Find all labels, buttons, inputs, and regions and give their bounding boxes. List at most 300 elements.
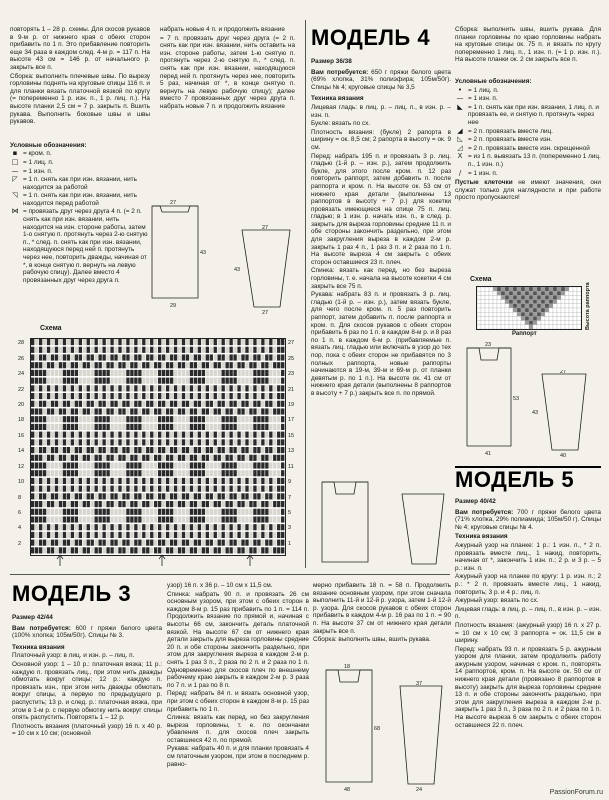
- stitch-cell: [198, 486, 201, 492]
- stitch-cell: [142, 540, 145, 546]
- stitch-cell: [59, 393, 62, 399]
- stitch-cell: [35, 462, 38, 468]
- stitch-cell: [114, 516, 117, 522]
- stitch-cell: [154, 447, 157, 453]
- stitch-cell: [51, 439, 54, 445]
- stitch-cell: [214, 354, 217, 360]
- stitch-cell: [182, 393, 185, 399]
- stitch-cell: [249, 424, 252, 430]
- lace-cell: [497, 300, 501, 304]
- stitch-cell: [91, 393, 94, 399]
- stitch-cell: [35, 516, 38, 522]
- stitch-cell: [222, 362, 225, 368]
- stitch-cell: [142, 447, 145, 453]
- stitch-cell: [79, 393, 82, 399]
- stitch-cell: [138, 532, 141, 538]
- stitch-cell: [257, 393, 260, 399]
- stitch-cell: [277, 362, 280, 368]
- stitch-cell: [269, 354, 272, 360]
- stitch-cell: [51, 447, 54, 453]
- stitch-cell: [186, 385, 189, 391]
- lace-cell: [481, 321, 485, 325]
- lace-cell: [489, 316, 493, 320]
- stitch-cell: [198, 516, 201, 522]
- stitch-cell: [257, 378, 260, 384]
- stitch-cell: [51, 362, 54, 368]
- lace-cell: [501, 295, 505, 299]
- stitch-cell: [98, 432, 101, 438]
- stitch-cell: [106, 385, 109, 391]
- lace-cell: [481, 316, 485, 320]
- stitch-cell: [130, 516, 133, 522]
- stitch-cell: [75, 516, 78, 522]
- stitch-cell: [174, 354, 177, 360]
- lace-cell: [477, 287, 481, 291]
- stitch-cell: [114, 347, 117, 353]
- stitch-cell: [190, 439, 193, 445]
- stitch-cell: [87, 362, 90, 368]
- stitch-cell: [110, 532, 113, 538]
- lace-cell: [513, 304, 517, 308]
- size-label: Размер 40/42: [455, 498, 496, 505]
- lace-cell: [525, 300, 529, 304]
- stitch-cell: [75, 354, 78, 360]
- stitch-cell: [225, 370, 228, 376]
- legend-item: — = 1 изн. п.: [11, 166, 53, 175]
- stitch-cell: [114, 424, 117, 430]
- row-number: 17: [288, 417, 295, 424]
- lace-cell: [573, 321, 577, 325]
- stitch-cell: [229, 339, 232, 345]
- stitch-cell: [87, 493, 90, 499]
- lace-cell: [569, 291, 573, 295]
- stitch-cell: [118, 478, 121, 484]
- stitch-cell: [67, 455, 70, 461]
- stitch-cell: [79, 470, 82, 476]
- stitch-cell: [134, 370, 137, 376]
- stitch-cell: [98, 501, 101, 507]
- stitch-cell: [122, 509, 125, 515]
- stitch-cell: [186, 416, 189, 422]
- lace-cell: [549, 291, 553, 295]
- stitch-cell: [214, 493, 217, 499]
- stitch-cell: [118, 447, 121, 453]
- lace-cell: [521, 325, 525, 329]
- stitch-cell: [214, 501, 217, 507]
- stitch-cell: [158, 540, 161, 546]
- stitch-cell: [146, 524, 149, 530]
- lace-cell: [481, 312, 485, 316]
- stitch-cell: [75, 509, 78, 515]
- stitch-cell: [47, 393, 50, 399]
- stitch-cell: [202, 408, 205, 414]
- stitch-cell: [31, 347, 34, 353]
- stitch-cell: [79, 447, 82, 453]
- stitch-cell: [245, 370, 248, 376]
- lace-cell: [565, 287, 569, 291]
- stitch-cell: [225, 354, 228, 360]
- stitch-cell: [87, 339, 90, 345]
- lace-cell: [573, 312, 577, 316]
- stitch-cell: [47, 408, 50, 414]
- stitch-cell: [273, 393, 276, 399]
- stitch-cell: [225, 486, 228, 492]
- stitch-cell: [202, 532, 205, 538]
- stitch-cell: [122, 424, 125, 430]
- stitch-cell: [63, 439, 66, 445]
- stitch-cell: [63, 432, 66, 438]
- stitch-cell: [110, 378, 113, 384]
- stitch-cell: [95, 493, 98, 499]
- stitch-cell: [47, 532, 50, 538]
- stitch-cell: [83, 439, 86, 445]
- stitch-cell: [39, 378, 42, 384]
- stitch-cell: [138, 432, 141, 438]
- stitch-cell: [102, 486, 105, 492]
- stitch-cell: [269, 524, 272, 530]
- stitch-cell: [253, 455, 256, 461]
- stitch-cell: [122, 501, 125, 507]
- model3-title: МОДЕЛЬ 3: [12, 581, 132, 606]
- stitch-cell: [241, 385, 244, 391]
- stitch-cell: [35, 509, 38, 515]
- stitch-cell: [47, 354, 50, 360]
- stitch-cell: [241, 354, 244, 360]
- stitch-cell: [273, 478, 276, 484]
- stitch-cell: [110, 385, 113, 391]
- stitch-cell: [118, 516, 121, 522]
- dim-label: 27: [170, 200, 177, 206]
- stitch-cell: [162, 432, 165, 438]
- stitch-cell: [269, 339, 272, 345]
- stitch-cell: [210, 401, 213, 407]
- stitch-cell: [261, 509, 264, 515]
- stitch-cell: [39, 432, 42, 438]
- stitch-cell: [166, 478, 169, 484]
- stitch-cell: [75, 486, 78, 492]
- stitch-cell: [261, 339, 264, 345]
- stitch-cell: [229, 424, 232, 430]
- stitch-cell: [31, 432, 34, 438]
- stitch-cell: [91, 447, 94, 453]
- stitch-cell: [210, 339, 213, 345]
- stitch-cell: [142, 370, 145, 376]
- stitch-cell: [190, 370, 193, 376]
- lace-cell: [541, 316, 545, 320]
- stitch-cell: [106, 416, 109, 422]
- stitch-cell: [174, 401, 177, 407]
- stitch-cell: [142, 424, 145, 430]
- stitch-cell: [59, 547, 62, 553]
- stitch-cell: [269, 393, 272, 399]
- stitch-cell: [118, 509, 121, 515]
- stitch-cell: [245, 524, 248, 530]
- lace-cell: [489, 295, 493, 299]
- stitch-cell: [210, 347, 213, 353]
- stitch-cell: [106, 532, 109, 538]
- stitch-cell: [257, 462, 260, 468]
- stitch-cell: [79, 370, 82, 376]
- stitch-cell: [170, 385, 173, 391]
- stitch-cell: [98, 532, 101, 538]
- stitch-cell: [79, 385, 82, 391]
- stitch-cell: [241, 424, 244, 430]
- legend-item: • = 1 лиц. п.: [455, 87, 601, 95]
- stitch-cell: [229, 547, 232, 553]
- stitch-cell: [79, 408, 82, 414]
- stitch-cell: [98, 455, 101, 461]
- stitch-cell: [233, 501, 236, 507]
- stitch-cell: [95, 547, 98, 553]
- stitch-cell: [229, 532, 232, 538]
- stitch-cell: [210, 408, 213, 414]
- lace-cell: [509, 291, 513, 295]
- dim-label: 48: [344, 787, 351, 793]
- stitch-cell: [265, 516, 268, 522]
- stitch-cell: [202, 516, 205, 522]
- lace-cell: [557, 300, 561, 304]
- lace-cell: [569, 304, 573, 308]
- lace-cell: [521, 300, 525, 304]
- stitch-cell: [210, 493, 213, 499]
- stitch-cell: [110, 501, 113, 507]
- symbol-icon: ◣: [457, 102, 463, 111]
- row-number: 15: [288, 432, 295, 439]
- stitch-cell: [118, 493, 121, 499]
- stitch-cell: [202, 416, 205, 422]
- lace-cell: [533, 312, 537, 316]
- lace-cell: [553, 316, 557, 320]
- stitch-cell: [225, 347, 228, 353]
- stitch-cell: [170, 378, 173, 384]
- stitch-cell: [269, 401, 272, 407]
- stitch-cell: [114, 447, 117, 453]
- stitch-cell: [75, 493, 78, 499]
- model4-lace-chart: [476, 286, 582, 330]
- stitch-cell: [174, 501, 177, 507]
- stitch-cell: [118, 416, 121, 422]
- stitch-cell: [225, 493, 228, 499]
- stitch-cell: [55, 524, 58, 530]
- lace-cell: [489, 325, 493, 329]
- stitch-cell: [118, 547, 121, 553]
- stitch-cell: [158, 393, 161, 399]
- stitch-cell: [142, 501, 145, 507]
- stitch-cell: [91, 416, 94, 422]
- stitch-cell: [190, 493, 193, 499]
- row-number: 20: [18, 402, 25, 409]
- materials-label: Вам потребуется:: [455, 508, 514, 516]
- stitch-cell: [31, 455, 34, 461]
- lace-cell: [553, 304, 557, 308]
- stitch-cell: [83, 347, 86, 353]
- stitch-cell: [265, 493, 268, 499]
- stitch-cell: [210, 432, 213, 438]
- lace-cell: [553, 295, 557, 299]
- lace-cell: [561, 295, 565, 299]
- stitch-cell: [39, 393, 42, 399]
- stitch-cell: [114, 532, 117, 538]
- lace-cell: [485, 316, 489, 320]
- stitch-cell: [98, 524, 101, 530]
- legend-title: Условные обозначения:: [455, 77, 532, 85]
- model4-right: [455, 26, 601, 271]
- stitch-cell: [186, 424, 189, 430]
- stitch-cell: [43, 401, 46, 407]
- stitch-cell: [174, 462, 177, 468]
- stitch-cell: [210, 378, 213, 384]
- stitch-cell: [261, 547, 264, 553]
- stitch-cell: [210, 424, 213, 430]
- stitch-cell: [273, 354, 276, 360]
- stitch-cell: [31, 478, 34, 484]
- stitch-cell: [158, 532, 161, 538]
- stitch-cell: [47, 370, 50, 376]
- stitch-cell: [182, 462, 185, 468]
- stitch-cell: [130, 378, 133, 384]
- stitch-cell: [110, 416, 113, 422]
- lace-cell: [489, 300, 493, 304]
- stitch-cell: [166, 370, 169, 376]
- stitch-cell: [245, 516, 248, 522]
- stitch-cell: [174, 416, 177, 422]
- stitch-cell: [190, 447, 193, 453]
- stitch-cell: [106, 447, 109, 453]
- stitch-cell: [237, 516, 240, 522]
- stitch-cell: [194, 424, 197, 430]
- stitch-cell: [130, 401, 133, 407]
- stitch-cell: [59, 416, 62, 422]
- lace-cell: [485, 300, 489, 304]
- stitch-cell: [63, 516, 66, 522]
- stitch-cell: [245, 378, 248, 384]
- stitch-cell: [218, 339, 221, 345]
- stitch-cell: [98, 408, 101, 414]
- stitch-cell: [190, 524, 193, 530]
- stitch-cell: [273, 524, 276, 530]
- stitch-cell: [281, 416, 284, 422]
- stitch-cell: [35, 493, 38, 499]
- stitch-cell: [245, 455, 248, 461]
- lace-cell: [481, 295, 485, 299]
- stitch-cell: [237, 501, 240, 507]
- stitch-cell: [214, 378, 217, 384]
- stitch-cell: [237, 432, 240, 438]
- stitch-cell: [91, 370, 94, 376]
- stitch-cell: [245, 393, 248, 399]
- paragraph: = 7 п. провязать друг через друга (= 2 п. снять как при изн. вязании, нить оставить на изн. стороне работы, затем 1-ю снятую п. протянуть через 2-ю снятую п., * след. п. снять как при изн. вязании, находящуюся перед ней п. протянуть через нее, повторить 5 раз, начиная от *, в конце снятую п. вернуть на левую рабочую спицу); далее вместо 7 провязанных друг через друга п. набрать новые 7 п. и продолжить вязание: [160, 34, 295, 110]
- stitch-cell: [138, 516, 141, 522]
- stitch-cell: [170, 547, 173, 553]
- lace-cell: [485, 321, 489, 325]
- stitch-cell: [71, 347, 74, 353]
- stitch-cell: [273, 462, 276, 468]
- stitch-cell: [39, 401, 42, 407]
- paragraph: Спинка: набрать 90 п. и провязать 26 см основным узором, при этом с обеих сторон в каждом 8-м р. 15 раз прибавить по 1 п. = 114 п. Продолжить вязание по прямой и, начиная с высоты 66 см, закончить деталь платочной вязкой. На высоте 67 см от нижнего края детали закрыть для выреза горловины средние 20 п. и обе стороны закончить раздельно, при этом для закругления выреза в каждом 2-м р. снять 1 раз 3 п., 2 раза по 2 п. и 2 раза по 1 п. Одновременно для скосов плеч по внешнему рабочему краю закрыть в каждом 2-м р. 3 раза по 7 п. и 1 раз по 8 п.: [167, 590, 309, 689]
- stitch-cell: [47, 524, 50, 530]
- stitch-cell: [91, 516, 94, 522]
- stitch-cell: [253, 493, 256, 499]
- model3-col2: [167, 582, 309, 794]
- stitch-cell: [214, 424, 217, 430]
- stitch-cell: [106, 401, 109, 407]
- stitch-cell: [218, 432, 221, 438]
- stitch-cell: [154, 455, 157, 461]
- stitch-cell: [79, 540, 82, 546]
- stitch-cell: [138, 524, 141, 530]
- stitch-cell: [237, 401, 240, 407]
- lace-cell: [521, 308, 525, 312]
- stitch-cell: [150, 516, 153, 522]
- stitch-cell: [39, 362, 42, 368]
- stitch-cell: [158, 424, 161, 430]
- stitch-cell: [222, 478, 225, 484]
- stitch-chart: [30, 338, 286, 556]
- stitch-cell: [182, 370, 185, 376]
- stitch-cell: [154, 470, 157, 476]
- stitch-cell: [87, 547, 90, 553]
- stitch-cell: [87, 393, 90, 399]
- lace-cell: [545, 308, 549, 312]
- stitch-cell: [222, 540, 225, 546]
- row-number: 23: [288, 371, 295, 378]
- lace-cell: [481, 304, 485, 308]
- stitch-cell: [269, 532, 272, 538]
- lace-cell: [509, 308, 513, 312]
- dim-label: 40: [560, 453, 567, 458]
- stitch-cell: [91, 532, 94, 538]
- stitch-cell: [91, 424, 94, 430]
- stitch-cell: [249, 516, 252, 522]
- stitch-cell: [202, 524, 205, 530]
- stitch-cell: [182, 432, 185, 438]
- stitch-cell: [67, 516, 70, 522]
- stitch-cell: [186, 370, 189, 376]
- stitch-cell: [134, 524, 137, 530]
- stitch-cell: [269, 486, 272, 492]
- stitch-cell: [87, 432, 90, 438]
- stitch-cell: [182, 347, 185, 353]
- stitch-cell: [126, 540, 129, 546]
- stitch-cell: [142, 547, 145, 553]
- stitch-cell: [281, 370, 284, 376]
- stitch-cell: [186, 393, 189, 399]
- lace-cell: [517, 295, 521, 299]
- paragraph: Плотность вязания (платочный узор) 16 п. х 40 р. = 10 см х 10 см; (основной: [12, 722, 162, 738]
- stitch-cell: [257, 486, 260, 492]
- stitch-cell: [198, 540, 201, 546]
- stitch-cell: [170, 524, 173, 530]
- stitch-cell: [249, 524, 252, 530]
- lace-cell: [525, 312, 529, 316]
- stitch-cell: [186, 362, 189, 368]
- stitch-cell: [142, 509, 145, 515]
- stitch-cell: [134, 509, 137, 515]
- stitch-cell: [102, 393, 105, 399]
- stitch-cell: [114, 432, 117, 438]
- stitch-cell: [257, 478, 260, 484]
- stitch-cell: [43, 432, 46, 438]
- stitch-cell: [146, 370, 149, 376]
- stitch-cell: [249, 501, 252, 507]
- stitch-cell: [146, 447, 149, 453]
- lace-cell: [553, 325, 557, 329]
- stitch-cell: [55, 439, 58, 445]
- stitch-cell: [59, 447, 62, 453]
- stitch-cell: [273, 486, 276, 492]
- stitch-cell: [225, 532, 228, 538]
- stitch-cell: [126, 455, 129, 461]
